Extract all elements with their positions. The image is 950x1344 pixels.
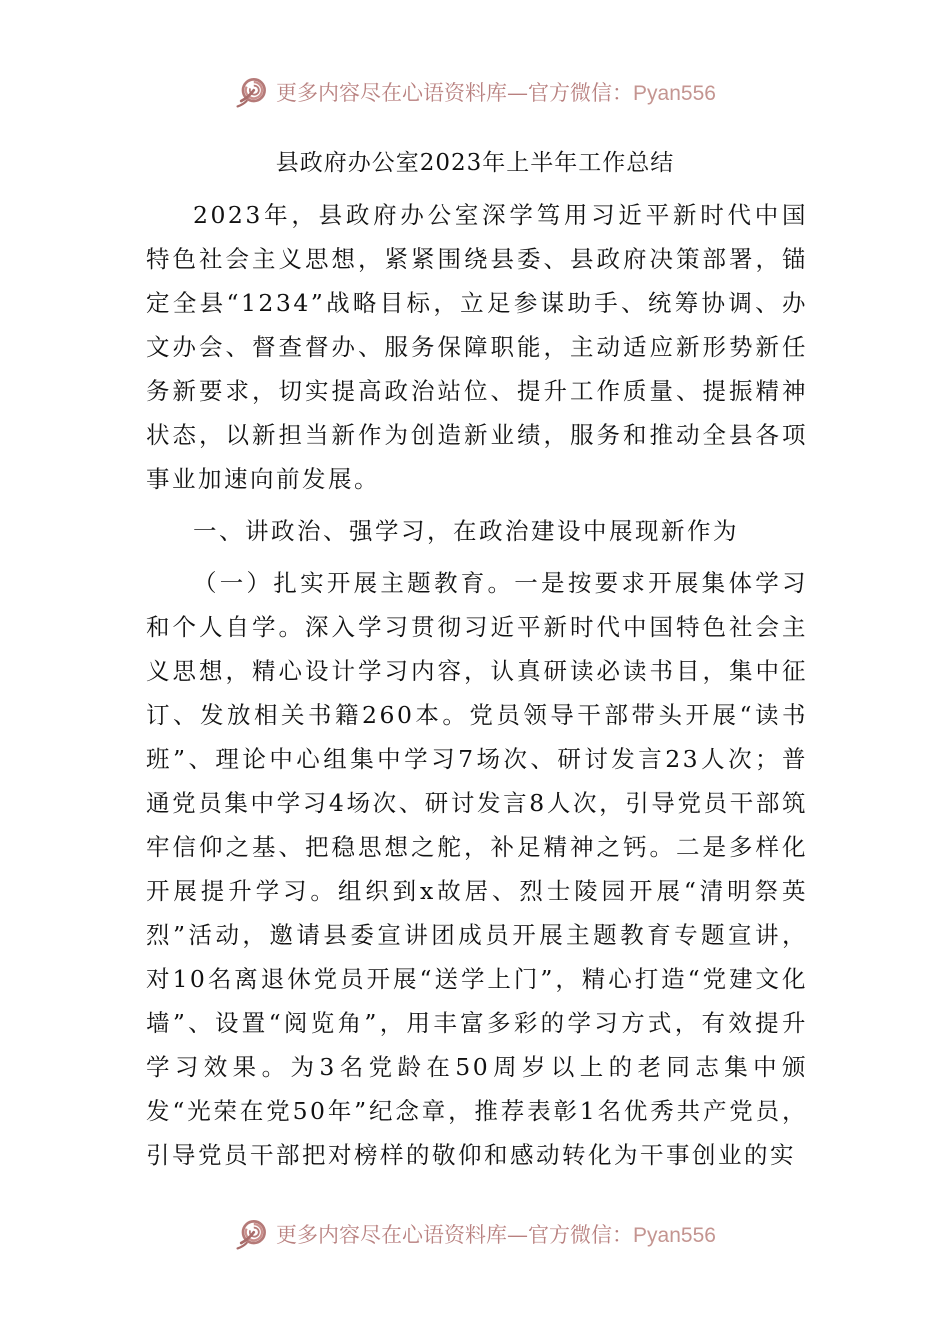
watermark-main-text: 更多内容尽在心语资料库 (276, 81, 508, 105)
watermark-main-text: 更多内容尽在心语资料库 (276, 1223, 508, 1247)
section-1-heading: 一、讲政治、强学习，在政治建设中展现新作为 (193, 517, 739, 545)
footer-watermark (0, 1212, 950, 1256)
document-title: 县政府办公室2023年上半年工作总结 (275, 150, 675, 176)
watermark-dash: — (507, 81, 529, 105)
watermark-wechat-id: Pyan556 (633, 1224, 716, 1247)
watermark-dash: — (507, 1223, 529, 1247)
watermark-text (276, 1219, 716, 1249)
watermark-wechat-label: 官方微信： (528, 1223, 634, 1247)
spiral-logo-icon (234, 74, 270, 110)
watermark-text (276, 77, 716, 107)
watermark-wechat-label: 官方微信： (528, 81, 634, 105)
header-watermark (0, 70, 950, 114)
document-body (146, 193, 808, 1177)
section-1-paragraph-1: （一）扎实开展主题教育。一是按要求开展集体学习和个人自学。深入学习贯彻习近平新时代中国特色社会主义思想，精心设计学习内容，认真研读必读书目，集中征订、发放相关书籍260本。党员领导干部带头开展“读书班”、理论中心组集中学习7场次、研讨发言23人次；普通党员集中学习4场次、研讨发言8人次，引导党员干部筑牢信仰之基、把稳思想之舵，补足精神之钙。二是多样化开展提升学习。组织到x故居、烈士陵园开展“清明祭英烈”活动，邀请县委宣讲团成员开展主题教育专题宣讲，对10名离退休党员开展“送学上门”，精心打造“党建文化墙”、设置“阅览角”，用丰富多彩的学习方式，有效提升学习效果。为3名党龄在50周岁以上的老同志集中颁发“光荣在党50年”纪念章，推荐表彰1名优秀共产党员，引导党员干部把对榜样的敬仰和感动转化为干事创业的实 (146, 569, 808, 1169)
watermark-wechat-id: Pyan556 (633, 82, 716, 105)
spiral-logo-icon (234, 1216, 270, 1252)
intro-paragraph: 2023年，县政府办公室深学笃用习近平新时代中国特色社会主义思想，紧紧围绕县委、县政府决策部署，锚定全县“1234”战略目标，立足参谋助手、统筹协调、办文办会、督查督办、服务保障职能，主动适应新形势新任务新要求，切实提高政治站位、提升工作质量、提振精神状态，以新担当新作为创造新业绩，服务和推动全县各项事业加速向前发展。 (146, 201, 808, 493)
